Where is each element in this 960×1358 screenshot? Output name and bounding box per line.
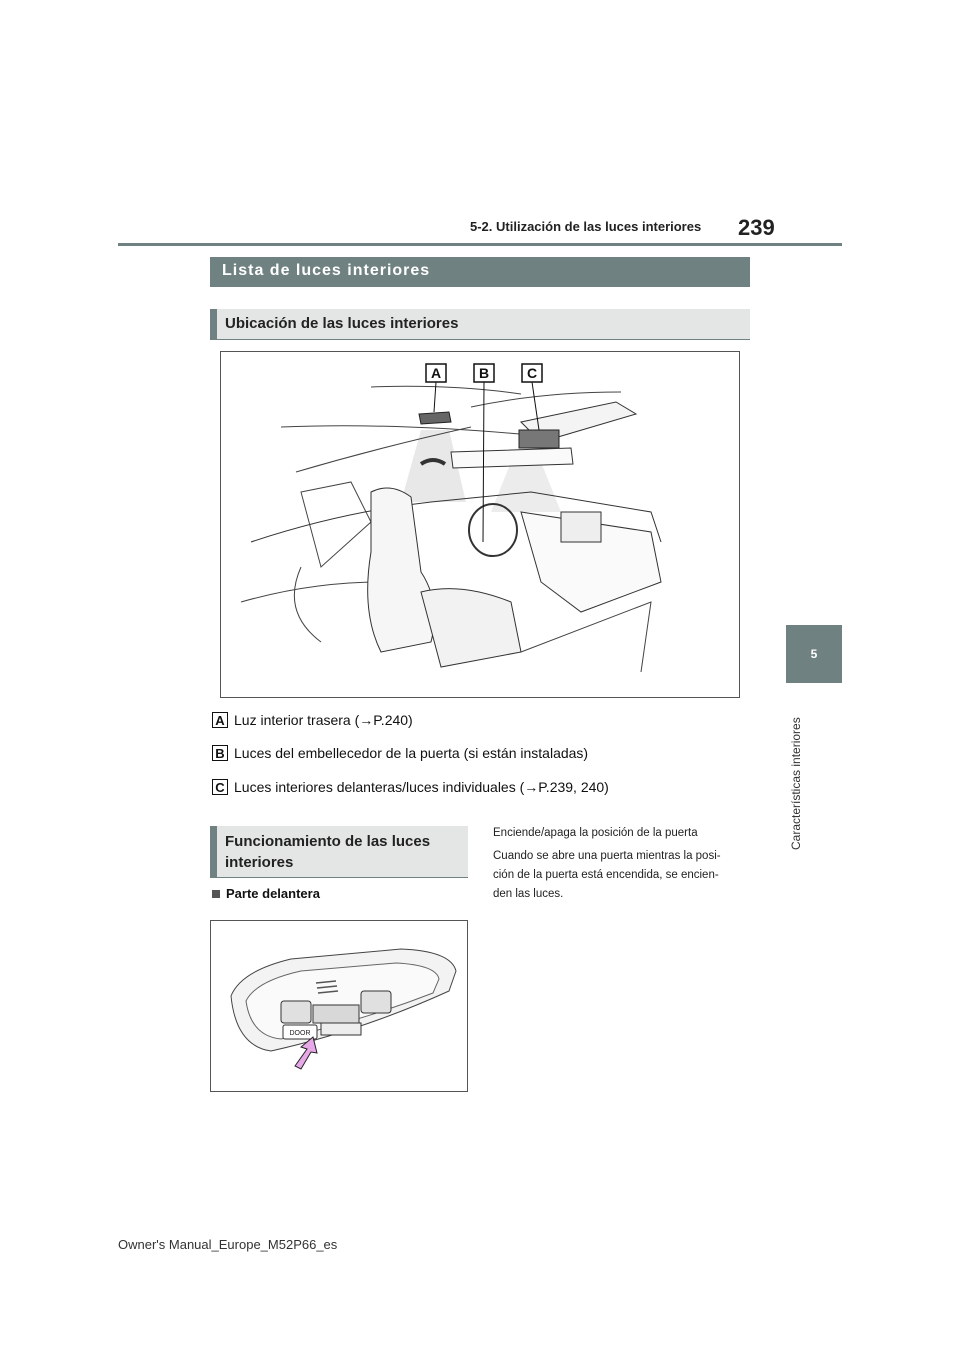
figure-label-c: C bbox=[526, 365, 538, 381]
subsection-title-location: Ubicación de las luces interiores bbox=[210, 309, 750, 340]
bullet-heading-text: Parte delantera bbox=[226, 886, 320, 901]
header-rule bbox=[118, 243, 842, 246]
legend-letter: C bbox=[212, 779, 228, 795]
interior-lights-figure bbox=[220, 351, 740, 698]
legend-text: Luz interior trasera (→P.240) bbox=[234, 712, 413, 728]
legend-letter: A bbox=[212, 712, 228, 728]
subsection-title-line1: Funcionamiento de las luces bbox=[225, 833, 431, 850]
chapter-title: Características interiores bbox=[789, 717, 803, 850]
front-console-figure bbox=[210, 920, 468, 1092]
bullet-heading bbox=[212, 886, 320, 901]
description-line-1: Enciende/apaga la posición de la puerta bbox=[493, 827, 698, 839]
subsection-title-operation bbox=[210, 826, 468, 878]
figure-label-a: A bbox=[430, 365, 442, 381]
legend-letter: B bbox=[212, 745, 228, 761]
car-interior-illustration bbox=[221, 352, 739, 697]
legend-item-c bbox=[212, 779, 609, 795]
description-line-3: ción de la puerta está encendida, se encien- bbox=[493, 869, 719, 881]
page-number: 239 bbox=[738, 215, 775, 240]
subsection-title-line2: interiores bbox=[225, 854, 294, 871]
door-button-label: DOOR bbox=[289, 1030, 311, 1037]
chapter-number: 5 bbox=[810, 647, 818, 661]
description-line-4: den las luces. bbox=[493, 888, 564, 900]
figure-label-b: B bbox=[478, 365, 490, 381]
legend-text: Luces del embellecedor de la puerta (si están instaladas) bbox=[234, 745, 589, 761]
legend-item-b bbox=[212, 745, 588, 761]
description-line-2: Cuando se abre una puerta mientras la posi- bbox=[493, 850, 721, 862]
legend-item-a bbox=[212, 712, 413, 728]
bullet-square-icon bbox=[212, 890, 220, 898]
footer-manual-id: Owner's Manual_Europe_M52P66_es bbox=[118, 1237, 338, 1252]
overhead-console-illustration bbox=[211, 921, 467, 1091]
section-title: Lista de luces interiores bbox=[210, 257, 750, 287]
chapter-side-label bbox=[786, 690, 806, 850]
running-header-section: 5-2. Utilización de las luces interiores bbox=[470, 219, 702, 234]
chapter-tab bbox=[786, 625, 842, 683]
legend-text: Luces interiores delanteras/luces individuales (→P.239, 240) bbox=[234, 779, 609, 795]
